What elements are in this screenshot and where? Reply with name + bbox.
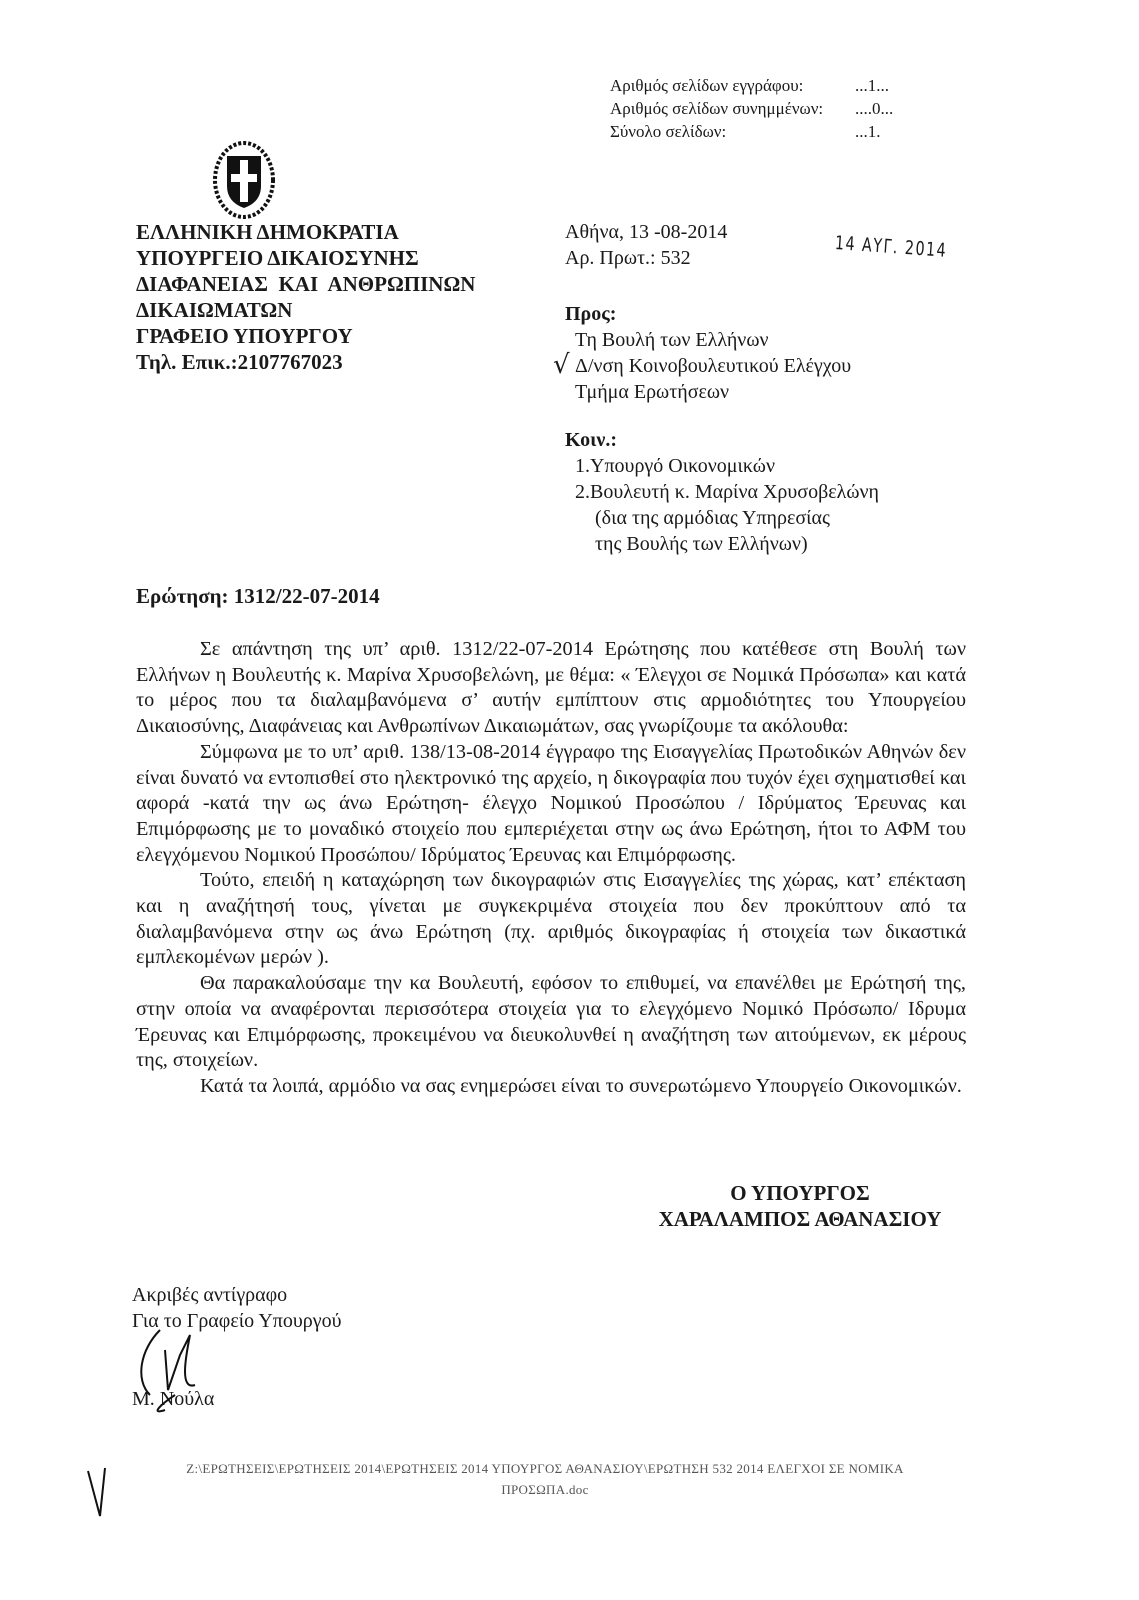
minister-signature-block <box>640 1180 960 1232</box>
footer-line: ΠΡΟΣΩΠΑ.doc <box>501 1482 589 1497</box>
to-label: Προς: <box>565 303 617 325</box>
handwritten-check-icon: √ <box>553 350 570 380</box>
page-count-label: Αριθμός σελίδων εγγράφου: <box>610 76 804 95</box>
copy-line: Μ. Νούλα <box>132 1388 215 1410</box>
cc-line: 2.Βουλευτή κ. Μαρίνα Χρυσοβελώνη <box>575 481 880 503</box>
page-count-value: ....0... <box>855 99 894 118</box>
date-line: Αθήνα, 13 -08-2014 <box>565 221 728 243</box>
page-count-value: ...1. <box>855 122 881 141</box>
ministry-header <box>136 219 475 375</box>
page-count-value: ...1... <box>855 76 889 95</box>
header-line: ΔΙΑΦΑΝΕΙΑΣ ΚΑΙ ΑΝΘΡΩΠΙΝΩΝ <box>136 272 476 296</box>
footer-line: Ζ:\ΕΡΩΤΗΣΕΙΣ\ΕΡΩΤΗΣΕΙΣ 2014\ΕΡΩΤΗΣΕΙΣ 2014 ΥΠΟΥΡΓΟΣ ΑΘΑΝΑΣΙΟΥ\ΕΡΩΤΗΣΗ 532 2014 ΕΛΕΓΧΟΙ ΣΕ ΝΟΜΙΚΑ <box>186 1461 904 1476</box>
page-count-block <box>610 74 893 143</box>
file-path-footer <box>120 1458 970 1500</box>
signature-name: ΧΑΡΑΛΑΜΠΟΣ ΑΘΑΝΑΣΙΟΥ <box>658 1207 942 1231</box>
cc-sub-line: (δια της αρμόδιας Υπηρεσίας <box>595 507 830 529</box>
phone-line: Τηλ. Επικ.:2107767023 <box>136 350 343 374</box>
copy-line: Ακριβές αντίγραφο <box>132 1284 288 1306</box>
page-count-label: Αριθμός σελίδων συνημμένων: <box>610 99 824 118</box>
page-count-label: Σύνολο σελίδων: <box>610 122 727 141</box>
copy-line: Για το Γραφείο Υπουργού <box>132 1310 342 1332</box>
date-protocol <box>565 219 727 271</box>
body-paragraph: Σε απάντηση της υπ’ αριθ. 1312/22-07-2014 Ερώτησης που κατέθεσε στη Βουλή των Ελλήνων η Βουλευτής κ. Μαρίνα Χρυσοβελώνη, με θέμα: « Έλεγχοι σε Νομικά Πρόσωπα» και κατά το μέρος που τα διαλαμβανόμενα σ’ αυτήν εμπίπτουν στις αρμοδιότητες του Υπουργείου Δικαιοσύνης, Διαφάνειας και Ανθρωπίνων Δικαιωμάτων, σας γνωρίζουμε τα ακόλουθα: <box>136 638 966 738</box>
header-line: ΕΛΛΗΝΙΚΗ ΔΗΜΟΚΡΑΤΙΑ <box>136 220 399 244</box>
protocol-number: Αρ. Πρωτ.: 532 <box>565 247 691 269</box>
cc-sub-line: της Βουλής των Ελλήνων) <box>595 533 808 555</box>
header-line: ΔΙΚΑΙΩΜΑΤΩΝ <box>136 298 293 322</box>
question-reference: Ερώτηση: 1312/22-07-2014 <box>136 584 380 608</box>
recipient-line: Τμήμα Ερωτήσεων <box>575 381 730 403</box>
handwritten-margin-mark <box>85 1466 115 1526</box>
cc-label: Κοιν.: <box>565 429 617 451</box>
header-line: ΓΡΑΦΕΙΟ ΥΠΟΥΡΓΟΥ <box>136 324 353 348</box>
header-line: ΥΠΟΥΡΓΕΙΟ ΔΙΚΑΙΟΣΥΝΗΣ <box>136 246 419 270</box>
cc-line: 1.Υπουργό Οικονομικών <box>575 455 775 477</box>
recipients <box>565 301 851 405</box>
recipient-line: Τη Βουλή των Ελλήνων <box>575 329 769 351</box>
body-paragraph: Τούτο, επειδή η καταχώρηση των δικογραφιών στις Εισαγγελίες της χώρας, κατ’ επέκταση και η αναζήτησή τους, γίνεται με συγκεκριμένα στοιχεία που δεν προκύπτουν από τα διαλαμβανόμενα στην ως άνω Ερώτηση (πχ. αριθμός δικογραφίας ή στοιχεία των δικαστικά εμπλεκομένων μερών ). <box>136 869 966 969</box>
body-paragraph: Σύμφωνα με το υπ’ αριθ. 138/13-08-2014 έγγραφο της Εισαγγελίας Πρωτοδικών Αθηνών δεν είναι δυνατό να εντοπισθεί στο ηλεκτρονικό της αρχείο, η δικογραφία που τυχόν έχει σχηματισθεί και αφορά -κατά την ως άνω Ερώτηση- έλεγχο Νομικού Προσώπου / Ιδρύματος Έρευνας και Επιμόρφωσης με το μοναδικό στοιχείο που εμπεριέχεται στην ως άνω Ερώτηση, ήτοι το ΑΦΜ του ελεγχόμενου Νομικού Προσώπου/ Ιδρύματος Έρευνας και Επιμόρφωσης. <box>136 740 966 866</box>
handwritten-signature <box>120 1310 240 1420</box>
received-date-stamp: 14 ΑΥΓ. 2014 <box>834 232 948 262</box>
cc-block <box>565 427 879 557</box>
letter-body <box>136 637 966 1100</box>
greek-coat-of-arms-icon <box>213 140 275 220</box>
body-paragraph: Κατά τα λοιπά, αρμόδιο να σας ενημερώσει είναι το συνερωτώμενο Υπουργείο Οικονομικών. <box>200 1074 962 1097</box>
body-paragraph: Θα παρακαλούσαμε την κα Βουλευτή, εφόσον το επιθυμεί, να επανέλθει με Ερώτησή της, στην οποία να αναφέρονται περισσότερα στοιχεία για το ελεγχόμενο Νομικό Πρόσωπο/ Ιδρυμα Έρευνας και Επιμόρφωσης, προκειμένου να διευκολυνθεί η αναζήτηση των αιτούμενων, εκ μέρους της, στοιχείων. <box>136 972 966 1072</box>
recipient-line: Δ/νση Κοινοβουλευτικού Ελέγχου <box>575 355 852 377</box>
signature-title: Ο ΥΠΟΥΡΓΟΣ <box>730 1181 870 1205</box>
